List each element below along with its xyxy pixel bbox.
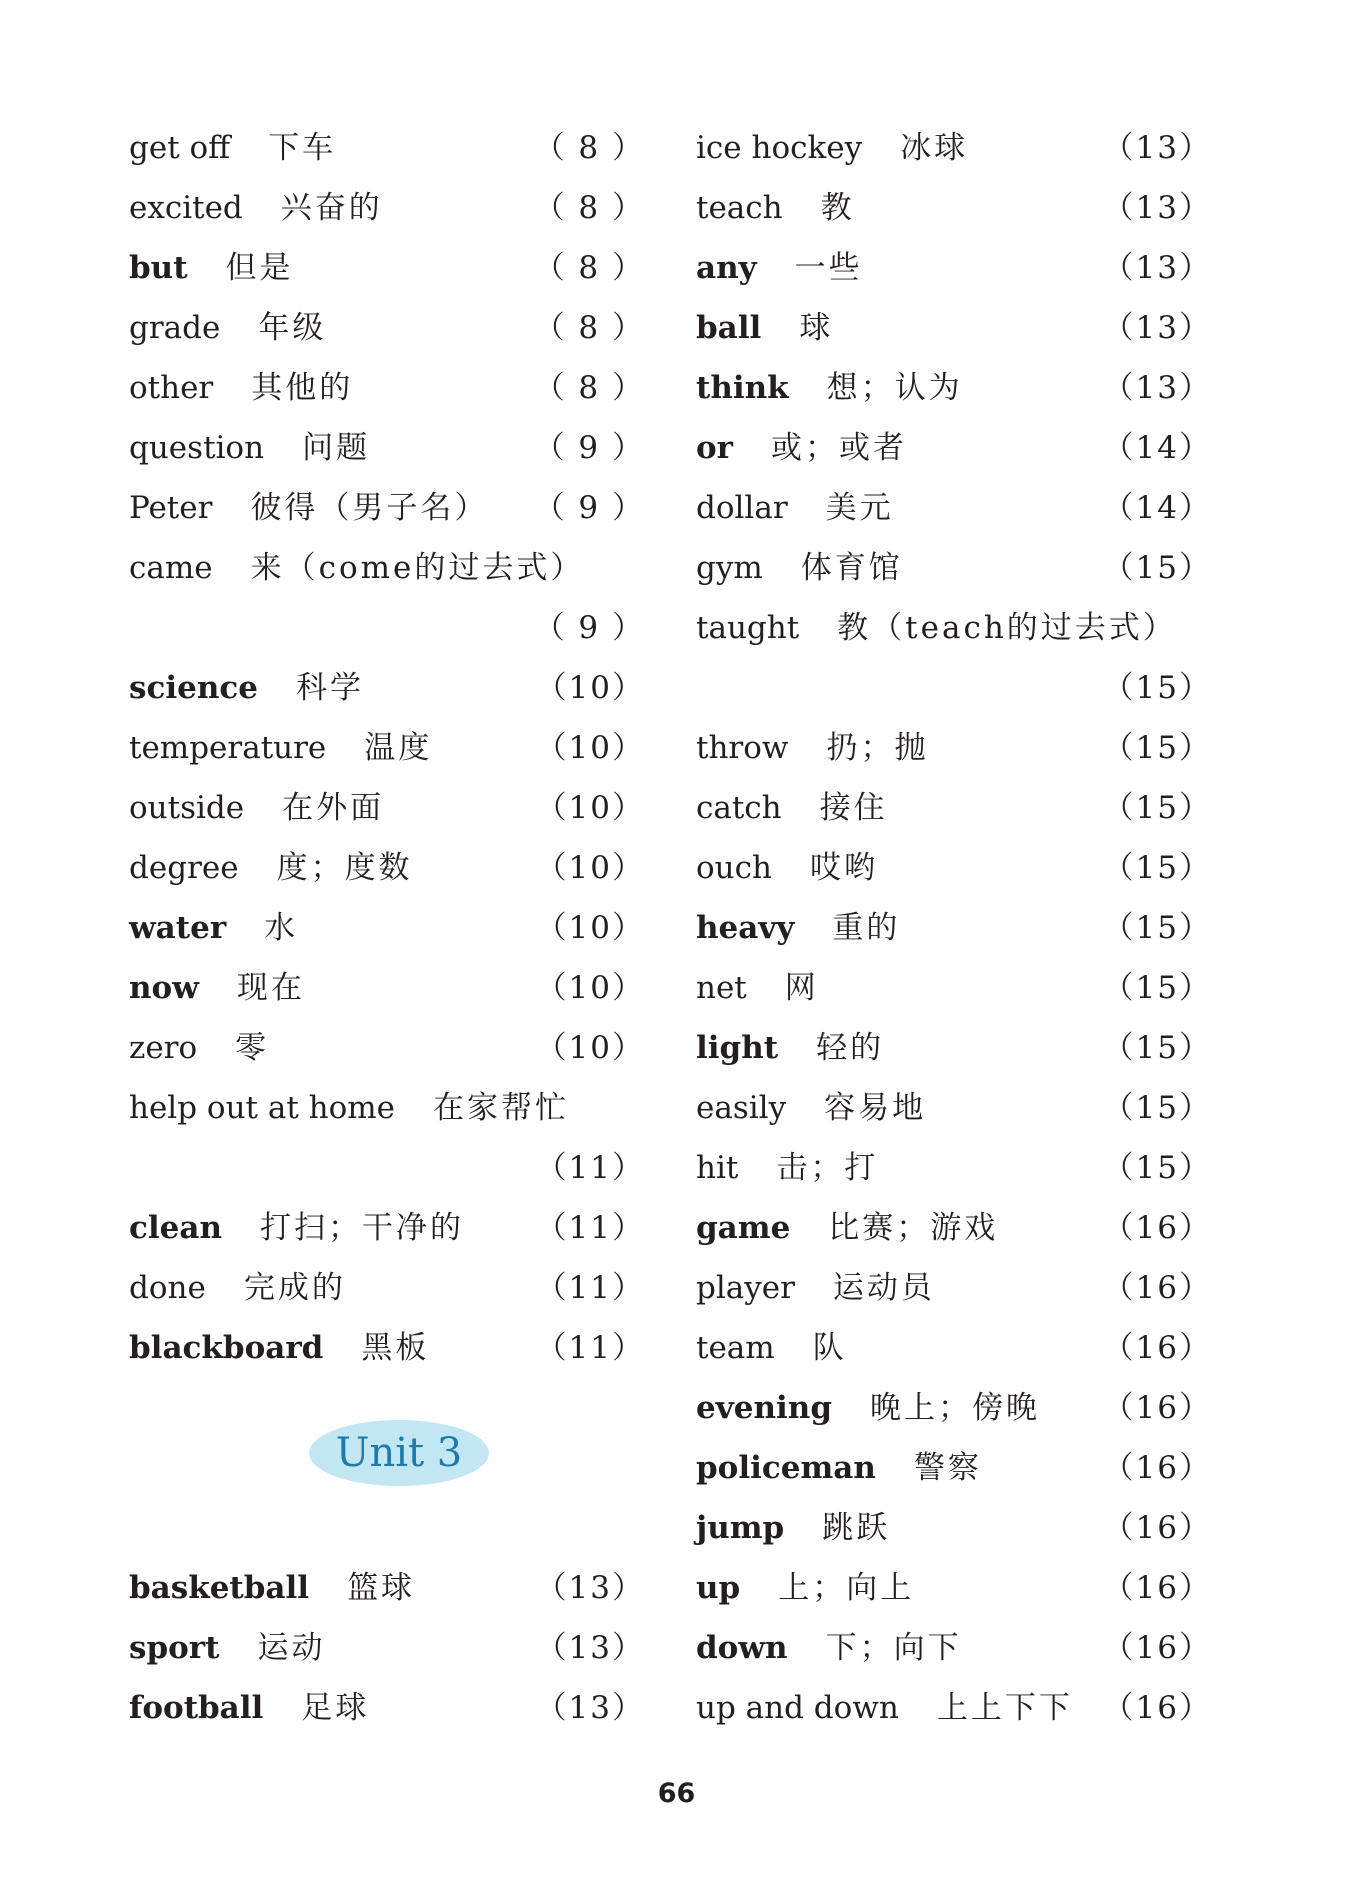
vocab-entry [129,1018,645,1078]
vocab-word: other [129,370,214,406]
vocab-page-ref: （13） [1102,310,1212,346]
vocab-word: but [129,250,188,286]
vocab-page-ref: （15） [1102,970,1212,1006]
vocab-page-ref: （11） [535,1150,645,1186]
vocab-page-ref: （13） [535,1630,645,1666]
vocab-meaning: 一些 [794,250,863,286]
vocab-entry [129,1078,645,1138]
vocab-entry [129,1198,645,1258]
vocab-word: came [129,550,213,586]
vocab-word: question [129,430,265,466]
vocab-entry [696,1138,1212,1198]
vocab-entry [129,1678,645,1738]
vocab-word: now [129,970,199,1006]
vocab-meaning: 比赛；游戏 [828,1210,999,1246]
vocab-meaning: 温度 [364,730,433,766]
vocab-meaning: 足球 [301,1690,370,1726]
vocab-word: ball [696,310,762,346]
vocab-word: teach [696,190,783,226]
page-number: 66 [657,1778,696,1809]
vocab-page-ref: （16） [1102,1210,1212,1246]
vocab-word: up and down [696,1690,899,1726]
vocab-page-ref: （15） [1102,730,1212,766]
vocab-entry [129,1138,645,1198]
vocab-page-ref: （ 8 ） [533,250,645,286]
vocab-entry [696,958,1212,1018]
vocab-entry [696,1198,1212,1258]
vocab-word: degree [129,850,239,886]
vocab-word: throw [696,730,789,766]
vocab-meaning: 但是 [225,250,294,286]
vocab-meaning: 跳跃 [822,1510,891,1546]
vocab-meaning: 下；向下 [825,1630,962,1666]
vocab-entry [129,478,645,538]
vocab-entry [696,1318,1212,1378]
vocab-page-ref: （16） [1102,1570,1212,1606]
vocab-page-ref: （13） [1102,130,1212,166]
vocab-word: science [129,670,258,706]
vocab-word: sport [129,1630,220,1666]
vocab-meaning: 在家帮忙 [433,1090,570,1126]
vocab-page-ref: （16） [1102,1330,1212,1366]
unit-heading: Unit 3 [309,1420,489,1486]
vocab-meaning: 上；向上 [778,1570,915,1606]
vocab-word: net [696,970,747,1006]
vocab-meaning: 打扫；干净的 [260,1210,464,1246]
vocab-page-ref: （10） [535,670,645,706]
vocab-word: water [129,910,227,946]
vocab-page-ref: （15） [1102,1150,1212,1186]
vocab-word: think [696,370,789,406]
vocab-entry [129,838,645,898]
vocab-page-ref: （ 8 ） [533,310,645,346]
vocab-entry [696,478,1212,538]
vocab-word: ouch [696,850,772,886]
vocab-entry [129,1258,645,1318]
vocab-page-ref: （15） [1102,670,1212,706]
vocab-word: player [696,1270,795,1306]
vocab-page-ref: （16） [1102,1510,1212,1546]
vocab-meaning: 扔；抛 [826,730,929,766]
vocab-page-ref: （16） [1102,1450,1212,1486]
vocab-meaning: 美元 [825,490,894,526]
vocab-meaning: 运动 [257,1630,326,1666]
vocabulary-column-left [129,118,645,1738]
vocab-entry [696,598,1212,658]
vocab-entry [696,1258,1212,1318]
vocab-word: help out at home [129,1090,396,1126]
vocab-page-ref: （10） [535,910,645,946]
vocab-entry [129,538,645,598]
vocab-page-ref: （ 9 ） [533,490,645,526]
vocab-meaning: 冰球 [900,130,969,166]
vocab-entry [696,658,1212,718]
vocab-word: Peter [129,490,213,526]
vocab-page-ref: （16） [1102,1630,1212,1666]
vocab-word: zero [129,1030,198,1066]
vocab-page-ref: （10） [535,1030,645,1066]
vocab-meaning: 教（teach的过去式） [837,610,1177,646]
unit-heading-row [129,1378,645,1558]
vocab-page-ref: （10） [535,850,645,886]
vocab-page-ref: （15） [1102,1090,1212,1126]
vocab-word: temperature [129,730,327,766]
vocab-page-ref: （13） [1102,190,1212,226]
vocab-meaning: 击；打 [776,1150,879,1186]
vocab-word: heavy [696,910,795,946]
vocab-meaning: 晚上；傍晚 [870,1390,1040,1426]
vocab-meaning: 其他的 [251,370,354,406]
vocab-word: light [696,1030,779,1066]
vocab-meaning: 哎哟 [809,850,878,886]
vocab-meaning: 体育馆 [800,550,903,586]
vocab-entry [129,118,645,178]
vocab-word: hit [696,1150,739,1186]
vocab-page-ref: （15） [1102,910,1212,946]
vocab-entry [696,1678,1212,1738]
vocab-meaning: 重的 [832,910,901,946]
vocab-word: ice hockey [696,130,863,166]
vocab-page-ref: （15） [1102,850,1212,886]
vocab-word: taught [696,610,800,646]
vocab-page-ref: （14） [1102,490,1212,526]
vocab-page-ref: （10） [535,970,645,1006]
vocab-meaning: 接住 [819,790,888,826]
vocab-word: clean [129,1210,222,1246]
vocab-page-ref: （13） [535,1690,645,1726]
vocab-word: basketball [129,1570,310,1606]
vocab-entry [129,238,645,298]
vocab-entry [696,898,1212,958]
vocab-entry [129,1318,645,1378]
vocab-word: up [696,1570,741,1606]
vocab-meaning: 科学 [295,670,364,706]
vocab-entry [129,1618,645,1678]
vocab-meaning: 来（come的过去式） [250,550,585,586]
vocab-entry [129,298,645,358]
vocab-meaning: 在外面 [282,790,385,826]
vocab-meaning: 队 [812,1330,847,1366]
vocab-word: dollar [696,490,788,526]
vocab-entry [696,718,1212,778]
vocab-word: football [129,1690,264,1726]
vocab-meaning: 网 [784,970,819,1006]
vocab-entry [129,778,645,838]
vocab-word: excited [129,190,243,226]
vocab-word: evening [696,1390,832,1426]
vocab-page-ref: （15） [1102,1030,1212,1066]
vocab-entry [129,358,645,418]
vocab-page-ref: （ 9 ） [533,610,645,646]
vocab-meaning: 轻的 [816,1030,885,1066]
vocab-page-ref: （14） [1102,430,1212,466]
vocab-meaning: 下车 [268,130,337,166]
vocab-word: team [696,1330,775,1366]
vocab-meaning: 年级 [258,310,327,346]
vocab-entry [696,1078,1212,1138]
vocab-entry [129,598,645,658]
vocab-entry [696,418,1212,478]
vocab-page-ref: （13） [535,1570,645,1606]
vocab-page-ref: （ 8 ） [533,370,645,406]
vocab-entry [696,1438,1212,1498]
vocab-entry [696,358,1212,418]
vocab-entry [696,298,1212,358]
vocab-meaning: 篮球 [347,1570,416,1606]
vocab-entry [696,538,1212,598]
vocab-meaning: 彼得（男子名） [250,490,489,526]
vocab-word: easily [696,1090,787,1126]
vocab-entry [696,1618,1212,1678]
vocab-meaning: 零 [235,1030,270,1066]
vocab-entry [696,778,1212,838]
vocab-meaning: 现在 [236,970,305,1006]
vocab-entry [696,838,1212,898]
vocab-page-ref: （15） [1102,550,1212,586]
vocab-page-ref: （11） [535,1210,645,1246]
vocab-page-ref: （ 8 ） [533,130,645,166]
vocab-page-ref: （11） [535,1270,645,1306]
vocab-meaning: 或；或者 [771,430,908,466]
vocab-page-ref: （13） [1102,370,1212,406]
vocab-entry [696,1018,1212,1078]
vocab-meaning: 问题 [302,430,371,466]
vocab-entry [129,718,645,778]
vocab-word: grade [129,310,221,346]
vocab-word: policeman [696,1450,876,1486]
vocab-meaning: 球 [799,310,834,346]
vocab-entry [696,238,1212,298]
vocab-page-ref: （16） [1102,1690,1212,1726]
vocab-entry [129,658,645,718]
vocab-word: down [696,1630,788,1666]
vocab-entry [129,418,645,478]
vocab-page-ref: （11） [535,1330,645,1366]
vocab-entry [129,898,645,958]
vocab-page-ref: （10） [535,730,645,766]
vocab-page-ref: （ 9 ） [533,430,645,466]
vocab-meaning: 黑板 [361,1330,430,1366]
vocab-meaning: 教 [820,190,855,226]
vocabulary-column-right [696,118,1212,1738]
vocab-entry [129,1558,645,1618]
vocab-meaning: 警察 [913,1450,982,1486]
vocab-entry [696,1378,1212,1438]
vocab-word: outside [129,790,245,826]
vocab-meaning: 兴奋的 [280,190,383,226]
vocab-page-ref: （16） [1102,1390,1212,1426]
vocab-entry [129,178,645,238]
vocab-entry [696,118,1212,178]
vocab-word: blackboard [129,1330,324,1366]
vocab-meaning: 度；度数 [276,850,413,886]
vocab-entry [129,958,645,1018]
vocab-entry [696,178,1212,238]
vocab-meaning: 想；认为 [826,370,963,406]
vocab-word: or [696,430,734,466]
vocab-entry [696,1498,1212,1558]
vocab-entry [696,1558,1212,1618]
vocab-word: get off [129,130,231,166]
vocab-word: any [696,250,757,286]
vocab-page-ref: （16） [1102,1270,1212,1306]
vocab-meaning: 运动员 [832,1270,935,1306]
vocab-page-ref: （15） [1102,790,1212,826]
vocab-meaning: 完成的 [243,1270,346,1306]
vocab-word: catch [696,790,782,826]
vocab-meaning: 水 [264,910,299,946]
vocab-page-ref: （13） [1102,250,1212,286]
vocab-word: gym [696,550,763,586]
vocab-word: jump [696,1510,785,1546]
vocab-word: game [696,1210,791,1246]
vocab-meaning: 容易地 [824,1090,927,1126]
vocab-word: done [129,1270,206,1306]
vocab-page-ref: （ 8 ） [533,190,645,226]
vocab-meaning: 上上下下 [936,1690,1073,1726]
vocab-page-ref: （10） [535,790,645,826]
